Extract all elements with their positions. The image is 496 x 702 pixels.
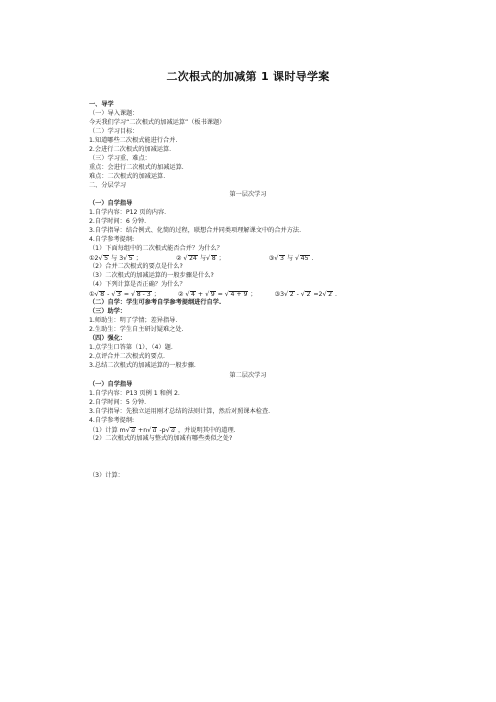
expr-text: . [309,255,314,262]
subheading: （二）自学：学生可参考自学参考提纲进行自学. [89,299,222,306]
radicand: 8 [100,291,105,298]
expr-text: +n [136,427,148,434]
text-line: （3）二次根式的加减运算的一般步骤是什么? [89,272,214,279]
text-line: （2）合并二次根式的要点是什么? [89,263,183,270]
subheading: （三）学习重、难点： [89,155,151,162]
expr-text: ，并说明其中的道理. [175,427,236,434]
expr-text: ② [175,255,184,262]
expr-text: ； [216,255,225,262]
section-heading: 二、分层学习 [89,182,127,189]
expr-text: ② [177,291,186,298]
expr-2: ② √ 24 与√ 8 ； [175,254,225,262]
expr-text: ①2 [89,255,99,262]
expr-text: . [333,291,338,298]
radicand: 2 [328,291,333,298]
expr-c: ③3√ 2 - √ 2 =2√ 2 . [274,290,338,298]
text-line: 1.自学内容：P13 页例 1 和例 2. [89,390,180,397]
page-title: 二次根式的加减第 1 课时导学案 [166,70,330,83]
radicand: a [131,427,136,434]
expr-text: 与 [284,255,295,262]
radicand: 45 [300,255,309,262]
radicand: 4 [191,291,195,298]
section-heading: 一、导学 [89,101,114,108]
text-line: 1.知道哪些二次根式能进行合并. [89,137,178,144]
math-row-ex1: （1）计算 m√ a +n√ a -p√ a ，并说明其中的道理. [89,426,236,434]
radicand: 8 - 3 [136,291,151,298]
text-line: 2.生助生：学生自主研讨疑难之处. [89,326,184,333]
text-line: 1.师助生：明了学情；差异指导. [89,317,178,324]
expr-text: ； [133,255,142,262]
level-heading: 第二层次学习 [229,372,267,379]
text-line: （3）计算： [89,472,124,479]
text-line: 4.自学参考提纲: [89,236,135,243]
radicand: 3 [279,255,284,262]
text-line: 4.自学参考提纲: [89,417,135,424]
subheading: （一）自学指导 [89,200,133,207]
radicand: 5 [104,255,109,262]
radicand: 5 [128,255,133,262]
text-line: 3.自学指导：先独立运用刚才总结的法则计算，然后对照课本检查. [89,408,271,415]
subheading: （二）学习目标： [89,128,139,135]
expr-text: = [215,291,225,298]
expr-text: =2 [311,291,323,298]
radicand: 4 + 9 [230,291,248,298]
expr-text: （1）计算 m [89,427,126,434]
expr-text: ③3 [274,291,285,298]
subheading: （一）自学指导 [89,381,133,388]
math-row-q1 [89,254,313,263]
expr-text: ③ [268,255,275,262]
expr-text: 与 3 [109,255,124,262]
expr-text: - [105,291,112,298]
expr-text: = [121,291,132,298]
level-heading: 第一层次学习 [229,191,267,198]
radicand: 24 [189,255,197,262]
text-line: 2.自学时间：5 分钟. [89,399,147,406]
text-line: （4）下列计算是否正确？为什么？ [89,281,186,288]
text-line: 2.自学时间：6 分钟. [89,218,147,225]
text-line: 今天我们学习“二次根式的加减运算”（板书课题） [89,119,226,126]
subheading: （四）强化： [89,335,127,342]
radicand: 8 [211,255,216,262]
expr-3: ③√ 3 与 √ 45 . [268,254,314,262]
expr-a: ①√ 8 - √ 3 = √ 8 - 3 ； [89,290,160,298]
expr-1: ①2√ 5 与 3√ 5 ； [89,254,142,262]
radicand: 2 [306,291,311,298]
radicand: 9 [210,291,215,298]
text-line: 难点：二次根式的加减运算. [89,173,166,180]
expr-text: - [294,291,301,298]
radicand: a [152,427,157,434]
radicand: 2 [289,291,294,298]
expr-text: ； [151,291,160,298]
math-row-q4 [89,290,337,299]
text-line: 重点：会进行二次根式的加减运算. [89,164,184,171]
expr-text: -p [157,427,166,434]
radicand: a [171,427,175,434]
expr-text: + [195,291,206,298]
expr-text: ； [248,291,257,298]
subheading: （一）导入课题： [89,110,139,117]
text-line: 2.点评合并二次根式的要点. [89,353,165,360]
text-line: 3.自学指导：结合例式、化简的过程，联想合并同类项理解课文中的合并方法. [89,227,302,234]
radicand: 3 [116,291,121,298]
text-line: （1）下面每组中的二次根式能否合并？为什么？ [89,245,223,252]
text-line: （2）二次根式的加减与整式的加减有哪些类似之处? [89,435,233,442]
subheading: （三）助学： [89,308,127,315]
text-line: 2.会进行二次根式的加减运算. [89,146,172,153]
expr-text: ① [89,291,95,298]
expr-b: ② √ 4 + √ 9 = √ 4 + 9 ； [177,290,257,298]
expr-text: 与 [197,255,207,262]
text-line: 3.总结二次根式的加减运算的一般步骤. [89,362,196,369]
text-line: 1.自学内容：P12 页的内容. [89,209,167,216]
text-line: 1.点学生口答第（1）、（4）题. [89,344,173,351]
